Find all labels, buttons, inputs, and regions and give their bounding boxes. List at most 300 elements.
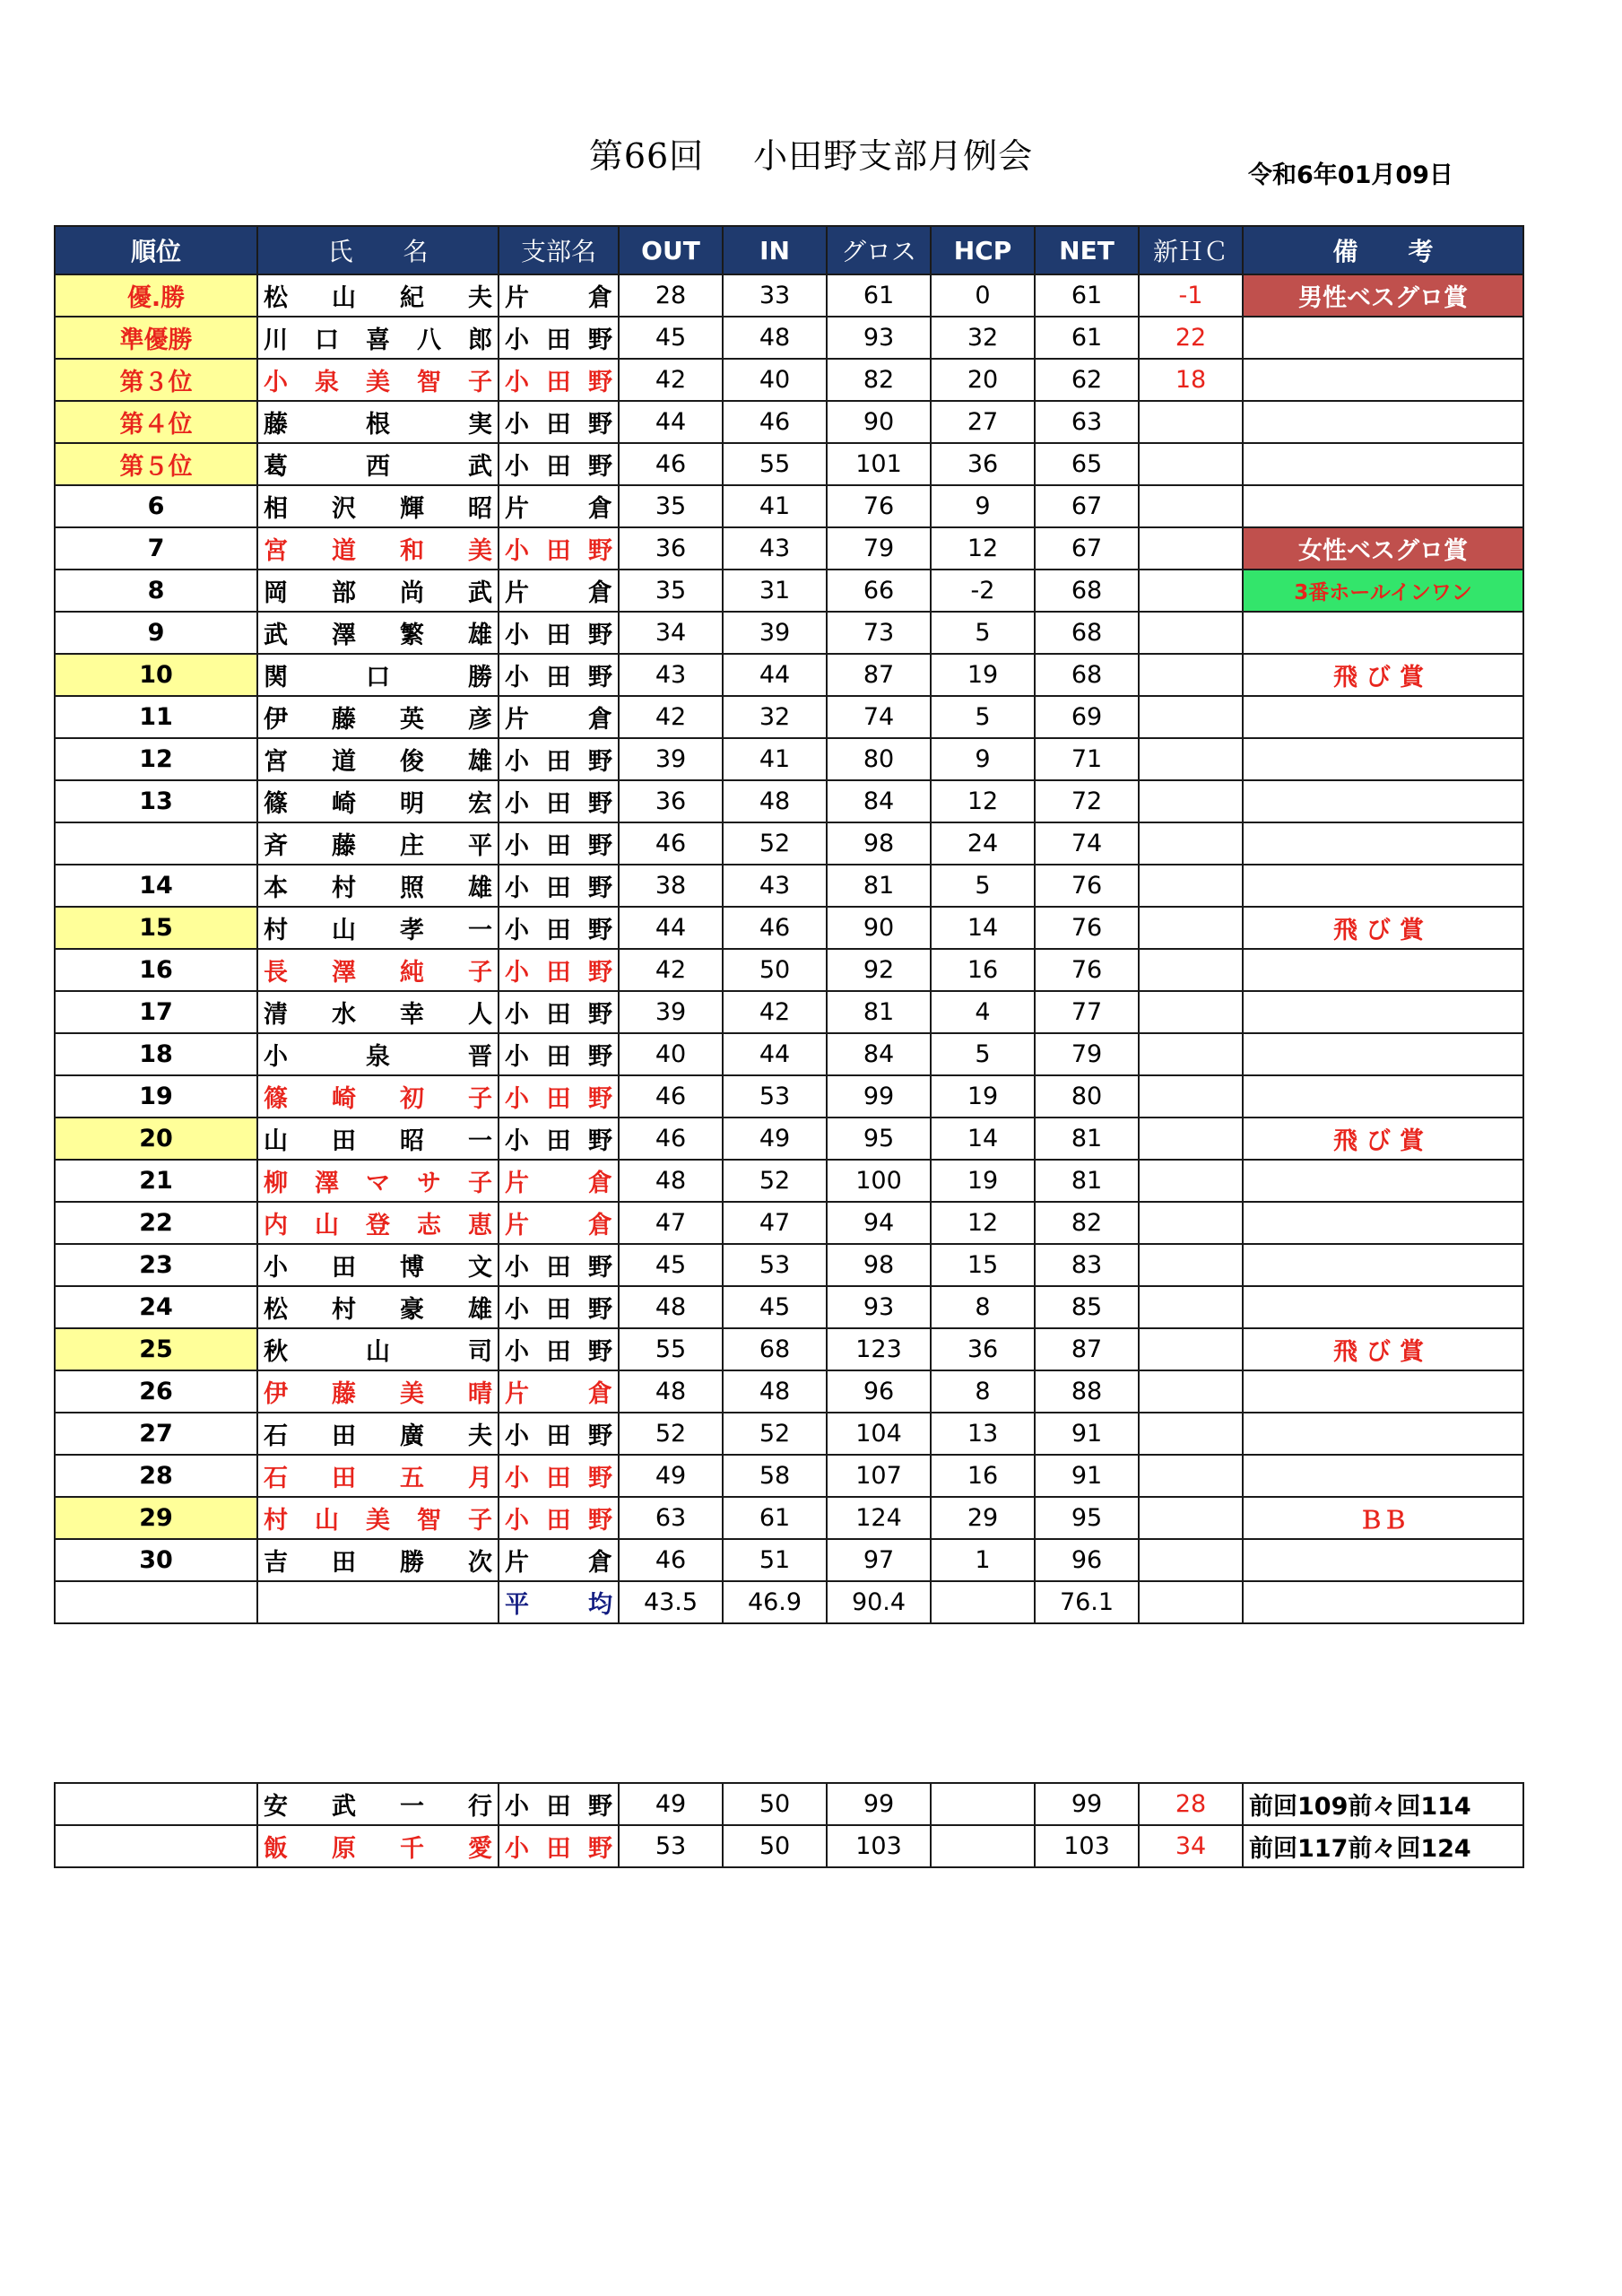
net-score: 68 bbox=[1035, 570, 1139, 612]
branch-name bbox=[499, 317, 619, 359]
column-header-net: NET bbox=[1035, 226, 1139, 274]
out-score: 36 bbox=[619, 780, 723, 822]
remark-cell bbox=[1243, 401, 1523, 443]
table-row bbox=[55, 1497, 1523, 1539]
hcp-score: 27 bbox=[931, 401, 1035, 443]
branch-name bbox=[499, 738, 619, 780]
column-header-out: OUT bbox=[619, 226, 723, 274]
new-hc bbox=[1139, 696, 1243, 738]
player-name bbox=[257, 1328, 499, 1370]
gross-score: 103 bbox=[827, 1825, 931, 1867]
hcp-score: 5 bbox=[931, 1033, 1035, 1075]
table-row bbox=[55, 654, 1523, 696]
average-label-text: 平 均 bbox=[505, 1591, 612, 1619]
branch-name-text: 小 田 野 bbox=[505, 537, 612, 565]
new-hc bbox=[1139, 1413, 1243, 1455]
column-header-hcp: HCP bbox=[931, 226, 1035, 274]
player-name bbox=[257, 485, 499, 527]
net-score: 61 bbox=[1035, 274, 1139, 317]
branch-name bbox=[499, 780, 619, 822]
branch-name-text: 小 田 野 bbox=[505, 1465, 612, 1492]
out-score: 49 bbox=[619, 1455, 723, 1497]
branch-name bbox=[499, 527, 619, 570]
branch-name bbox=[499, 443, 619, 485]
player-name-text: 岡 部 尚 武 bbox=[264, 579, 492, 607]
rank-cell-text: 第３位 bbox=[119, 369, 193, 396]
player-name bbox=[257, 401, 499, 443]
guest-table bbox=[54, 1782, 1524, 1868]
remark-cell bbox=[1243, 1286, 1523, 1328]
rank-cell: 12 bbox=[55, 738, 257, 780]
rank-cell: 24 bbox=[55, 1286, 257, 1328]
net-score: 71 bbox=[1035, 738, 1139, 780]
player-name bbox=[257, 1033, 499, 1075]
branch-name-text: 片 倉 bbox=[505, 1380, 612, 1408]
player-name-text: 小 泉 晋 bbox=[264, 1043, 492, 1071]
remark-cell bbox=[1243, 1370, 1523, 1413]
out-score: 39 bbox=[619, 991, 723, 1033]
remark-cell: 飛び賞 bbox=[1243, 654, 1523, 696]
hcp-score: 4 bbox=[931, 991, 1035, 1033]
net-score: 87 bbox=[1035, 1328, 1139, 1370]
rank-cell bbox=[55, 1825, 257, 1867]
out-score: 47 bbox=[619, 1202, 723, 1244]
in-score: 46 bbox=[723, 907, 827, 949]
rank-cell bbox=[55, 401, 257, 443]
new-hc: 22 bbox=[1139, 317, 1243, 359]
branch-name bbox=[499, 401, 619, 443]
player-name-text: 清 水 幸 人 bbox=[264, 1001, 492, 1029]
remark-cell bbox=[1243, 865, 1523, 907]
rank-cell: 7 bbox=[55, 527, 257, 570]
column-header-in: IN bbox=[723, 226, 827, 274]
table-row bbox=[55, 485, 1523, 527]
rank-cell: 28 bbox=[55, 1455, 257, 1497]
player-name bbox=[257, 1825, 499, 1867]
branch-name-text: 片 倉 bbox=[505, 284, 612, 312]
player-name-text: 篠 崎 初 子 bbox=[264, 1085, 492, 1113]
player-name-text: 斉 藤 庄 平 bbox=[264, 832, 492, 860]
out-score: 63 bbox=[619, 1497, 723, 1539]
branch-name-text: 片 倉 bbox=[505, 706, 612, 734]
in-score: 52 bbox=[723, 1160, 827, 1202]
rank-cell: 9 bbox=[55, 612, 257, 654]
in-score: 52 bbox=[723, 822, 827, 865]
gross-score: 93 bbox=[827, 317, 931, 359]
table-row bbox=[55, 1075, 1523, 1118]
table-row bbox=[55, 1160, 1523, 1202]
in-score: 44 bbox=[723, 1033, 827, 1075]
new-hc: 28 bbox=[1139, 1783, 1243, 1825]
net-score: 91 bbox=[1035, 1455, 1139, 1497]
rank-cell-text: 第５位 bbox=[119, 453, 193, 481]
branch-name bbox=[499, 485, 619, 527]
remark-cell bbox=[1243, 1075, 1523, 1118]
rank-cell: 26 bbox=[55, 1370, 257, 1413]
hcp-score: 5 bbox=[931, 696, 1035, 738]
player-name-text: 伊 藤 美 晴 bbox=[264, 1380, 492, 1408]
branch-name bbox=[499, 907, 619, 949]
branch-name bbox=[499, 822, 619, 865]
player-name bbox=[257, 317, 499, 359]
net-score: 68 bbox=[1035, 654, 1139, 696]
remark-cell bbox=[1243, 1413, 1523, 1455]
player-name-text: 篠 崎 明 宏 bbox=[264, 790, 492, 818]
player-name bbox=[257, 907, 499, 949]
player-name-text: 吉 田 勝 次 bbox=[264, 1549, 492, 1577]
hcp-score: 15 bbox=[931, 1244, 1035, 1286]
new-hc bbox=[1139, 1075, 1243, 1118]
remark-cell: 飛び賞 bbox=[1243, 907, 1523, 949]
player-name-text: 石 田 廣 夫 bbox=[264, 1422, 492, 1450]
player-name bbox=[257, 1202, 499, 1244]
table-row bbox=[55, 443, 1523, 485]
new-hc bbox=[1139, 1497, 1243, 1539]
out-score: 42 bbox=[619, 359, 723, 401]
rank-cell bbox=[55, 274, 257, 317]
in-score: 49 bbox=[723, 1118, 827, 1160]
gross-score: 95 bbox=[827, 1118, 931, 1160]
hcp-score bbox=[931, 1783, 1035, 1825]
in-score: 46 bbox=[723, 401, 827, 443]
in-score: 48 bbox=[723, 317, 827, 359]
in-score: 55 bbox=[723, 443, 827, 485]
hcp-score: 12 bbox=[931, 1202, 1035, 1244]
rank-cell bbox=[55, 822, 257, 865]
remark-cell bbox=[1243, 949, 1523, 991]
table-row bbox=[55, 865, 1523, 907]
net-score: 76 bbox=[1035, 865, 1139, 907]
out-score: 43 bbox=[619, 654, 723, 696]
out-score: 48 bbox=[619, 1370, 723, 1413]
player-name bbox=[257, 1160, 499, 1202]
remark-cell bbox=[1243, 317, 1523, 359]
rank-cell-text: 第４位 bbox=[119, 411, 193, 439]
branch-name-text: 小 田 野 bbox=[505, 832, 612, 860]
new-hc bbox=[1139, 1370, 1243, 1413]
branch-name bbox=[499, 865, 619, 907]
net-score: 79 bbox=[1035, 1033, 1139, 1075]
gross-score: 96 bbox=[827, 1370, 931, 1413]
branch-name bbox=[499, 1825, 619, 1867]
out-score: 55 bbox=[619, 1328, 723, 1370]
net-score: 96 bbox=[1035, 1539, 1139, 1581]
player-name bbox=[257, 359, 499, 401]
hcp-score: 16 bbox=[931, 949, 1035, 991]
new-hc bbox=[1139, 822, 1243, 865]
net-score: 65 bbox=[1035, 443, 1139, 485]
new-hc bbox=[1139, 865, 1243, 907]
player-name-text: 川 口 喜 八 郎 bbox=[264, 326, 492, 354]
new-hc bbox=[1139, 780, 1243, 822]
in-score: 50 bbox=[723, 1783, 827, 1825]
new-hc bbox=[1139, 907, 1243, 949]
gross-score: 107 bbox=[827, 1455, 931, 1497]
out-score: 38 bbox=[619, 865, 723, 907]
player-name-text: 藤 根 実 bbox=[264, 411, 492, 439]
player-name bbox=[257, 1118, 499, 1160]
gross-score: 123 bbox=[827, 1328, 931, 1370]
branch-name-text: 片 倉 bbox=[505, 1212, 612, 1239]
out-score: 44 bbox=[619, 401, 723, 443]
in-score: 41 bbox=[723, 738, 827, 780]
table-row bbox=[55, 907, 1523, 949]
player-name-text: 秋 山 司 bbox=[264, 1338, 492, 1366]
hcp-score: 9 bbox=[931, 485, 1035, 527]
player-name bbox=[257, 654, 499, 696]
rank-cell: 17 bbox=[55, 991, 257, 1033]
hcp-score: 19 bbox=[931, 1160, 1035, 1202]
new-hc bbox=[1139, 1244, 1243, 1286]
remark-cell: ＢＢ bbox=[1243, 1497, 1523, 1539]
gross-score: 79 bbox=[827, 527, 931, 570]
guest-row bbox=[55, 1825, 1523, 1867]
net-score: 74 bbox=[1035, 822, 1139, 865]
hcp-score: 29 bbox=[931, 1497, 1035, 1539]
hcp-score: 36 bbox=[931, 443, 1035, 485]
gross-score: 99 bbox=[827, 1075, 931, 1118]
in-score: 31 bbox=[723, 570, 827, 612]
table-row bbox=[55, 1118, 1523, 1160]
column-header-remarks: 備 考 bbox=[1243, 226, 1523, 274]
player-name bbox=[257, 696, 499, 738]
in-score: 40 bbox=[723, 359, 827, 401]
remark-cell bbox=[1243, 612, 1523, 654]
player-name bbox=[257, 1581, 499, 1623]
in-score: 33 bbox=[723, 274, 827, 317]
rank-cell-text: 優.勝 bbox=[126, 284, 186, 312]
player-name-text: 飯 原 千 愛 bbox=[264, 1835, 492, 1863]
hcp-score: 9 bbox=[931, 738, 1035, 780]
hcp-score: 0 bbox=[931, 274, 1035, 317]
remark-cell: 3番ホールインワン bbox=[1243, 570, 1523, 612]
new-hc bbox=[1139, 1033, 1243, 1075]
net-score: 81 bbox=[1035, 1160, 1139, 1202]
hcp-score: 8 bbox=[931, 1286, 1035, 1328]
hcp-score: 12 bbox=[931, 780, 1035, 822]
branch-name-text: 小 田 野 bbox=[505, 1422, 612, 1450]
in-score: 52 bbox=[723, 1413, 827, 1455]
branch-name-text: 小 田 野 bbox=[505, 326, 612, 354]
player-name-text: 安 武 一 行 bbox=[264, 1793, 492, 1821]
branch-name-text: 片 倉 bbox=[505, 1170, 612, 1197]
branch-name bbox=[499, 1075, 619, 1118]
player-name bbox=[257, 527, 499, 570]
branch-name bbox=[499, 1328, 619, 1370]
gross-score: 80 bbox=[827, 738, 931, 780]
in-score: 41 bbox=[723, 485, 827, 527]
in-score: 68 bbox=[723, 1328, 827, 1370]
hcp-score bbox=[931, 1581, 1035, 1623]
rank-cell bbox=[55, 443, 257, 485]
net-score: 68 bbox=[1035, 612, 1139, 654]
net-score: 81 bbox=[1035, 1118, 1139, 1160]
branch-name-text: 小 田 野 bbox=[505, 917, 612, 944]
hcp-score: 36 bbox=[931, 1328, 1035, 1370]
gross-score: 94 bbox=[827, 1202, 931, 1244]
gross-score: 97 bbox=[827, 1539, 931, 1581]
branch-name-text: 小 田 野 bbox=[505, 1793, 612, 1821]
net-average: 76.1 bbox=[1035, 1581, 1139, 1623]
net-score: 80 bbox=[1035, 1075, 1139, 1118]
branch-name-text: 小 田 野 bbox=[505, 1085, 612, 1113]
hcp-score: 24 bbox=[931, 822, 1035, 865]
new-hc bbox=[1139, 991, 1243, 1033]
in-average: 46.9 bbox=[723, 1581, 827, 1623]
out-score: 48 bbox=[619, 1160, 723, 1202]
in-score: 42 bbox=[723, 991, 827, 1033]
table-row bbox=[55, 1244, 1523, 1286]
in-score: 58 bbox=[723, 1455, 827, 1497]
table-row bbox=[55, 1455, 1523, 1497]
new-hc bbox=[1139, 570, 1243, 612]
hcp-score: 20 bbox=[931, 359, 1035, 401]
player-name bbox=[257, 1370, 499, 1413]
out-score: 48 bbox=[619, 1286, 723, 1328]
table-row bbox=[55, 822, 1523, 865]
new-hc bbox=[1139, 1539, 1243, 1581]
in-score: 48 bbox=[723, 780, 827, 822]
gross-score: 76 bbox=[827, 485, 931, 527]
branch-name bbox=[499, 949, 619, 991]
player-name-text: 宮 道 和 美 bbox=[264, 537, 492, 565]
player-name-text: 宮 道 俊 雄 bbox=[264, 748, 492, 776]
player-name-text: 村 山 孝 一 bbox=[264, 917, 492, 944]
out-score: 46 bbox=[619, 822, 723, 865]
out-score: 46 bbox=[619, 1539, 723, 1581]
gross-score: 104 bbox=[827, 1413, 931, 1455]
gross-score: 73 bbox=[827, 612, 931, 654]
rank-cell bbox=[55, 1783, 257, 1825]
table-row bbox=[55, 1286, 1523, 1328]
remark-cell bbox=[1243, 1455, 1523, 1497]
hcp-score: 13 bbox=[931, 1413, 1035, 1455]
player-name-text: 長 澤 純 子 bbox=[264, 959, 492, 987]
branch-name-text: 小 田 野 bbox=[505, 874, 612, 902]
net-score: 83 bbox=[1035, 1244, 1139, 1286]
guest-row bbox=[55, 1783, 1523, 1825]
table-row bbox=[55, 1370, 1523, 1413]
gross-score: 92 bbox=[827, 949, 931, 991]
player-name-text: 関 口 勝 bbox=[264, 664, 492, 691]
out-score: 46 bbox=[619, 1118, 723, 1160]
rank-cell: 16 bbox=[55, 949, 257, 991]
gross-score: 61 bbox=[827, 274, 931, 317]
branch-name bbox=[499, 1202, 619, 1244]
branch-name bbox=[499, 1783, 619, 1825]
player-name-text: 柳 澤 マ サ 子 bbox=[264, 1170, 492, 1197]
gross-score: 81 bbox=[827, 865, 931, 907]
rank-cell: 15 bbox=[55, 907, 257, 949]
out-average: 43.5 bbox=[619, 1581, 723, 1623]
remark-cell: 女性ベスグロ賞 bbox=[1243, 527, 1523, 570]
player-name-text: 小 泉 美 智 子 bbox=[264, 369, 492, 396]
branch-name bbox=[499, 1286, 619, 1328]
net-score: 82 bbox=[1035, 1202, 1139, 1244]
new-hc bbox=[1139, 949, 1243, 991]
hcp-score: -2 bbox=[931, 570, 1035, 612]
branch-name-text: 小 田 野 bbox=[505, 453, 612, 481]
hcp-score: 12 bbox=[931, 527, 1035, 570]
branch-name-text: 小 田 野 bbox=[505, 411, 612, 439]
table-row bbox=[55, 1033, 1523, 1075]
new-hc bbox=[1139, 1455, 1243, 1497]
new-hc bbox=[1139, 485, 1243, 527]
net-score: 88 bbox=[1035, 1370, 1139, 1413]
gross-score: 100 bbox=[827, 1160, 931, 1202]
table-row bbox=[55, 612, 1523, 654]
branch-name-text: 小 田 野 bbox=[505, 1507, 612, 1535]
branch-name-text: 小 田 野 bbox=[505, 664, 612, 691]
table-row bbox=[55, 780, 1523, 822]
net-score: 103 bbox=[1035, 1825, 1139, 1867]
remark-cell bbox=[1243, 1581, 1523, 1623]
in-score: 43 bbox=[723, 527, 827, 570]
table-row bbox=[55, 274, 1523, 317]
rank-cell: 29 bbox=[55, 1497, 257, 1539]
rank-cell bbox=[55, 359, 257, 401]
in-score: 39 bbox=[723, 612, 827, 654]
new-hc bbox=[1139, 1202, 1243, 1244]
player-name bbox=[257, 443, 499, 485]
branch-name bbox=[499, 1539, 619, 1581]
in-score: 48 bbox=[723, 1370, 827, 1413]
rank-cell: 20 bbox=[55, 1118, 257, 1160]
new-hc bbox=[1139, 1581, 1243, 1623]
player-name bbox=[257, 1244, 499, 1286]
table-row bbox=[55, 991, 1523, 1033]
rank-cell: 22 bbox=[55, 1202, 257, 1244]
in-score: 45 bbox=[723, 1286, 827, 1328]
out-score: 39 bbox=[619, 738, 723, 780]
table-row bbox=[55, 696, 1523, 738]
net-score: 85 bbox=[1035, 1286, 1139, 1328]
gross-score: 82 bbox=[827, 359, 931, 401]
remark-cell bbox=[1243, 1539, 1523, 1581]
gross-average: 90.4 bbox=[827, 1581, 931, 1623]
player-name-text: 石 田 五 月 bbox=[264, 1465, 492, 1492]
remark-cell bbox=[1243, 1033, 1523, 1075]
out-score: 36 bbox=[619, 527, 723, 570]
out-score: 28 bbox=[619, 274, 723, 317]
branch-name-text: 小 田 野 bbox=[505, 369, 612, 396]
branch-name bbox=[499, 1244, 619, 1286]
branch-name-text: 小 田 野 bbox=[505, 1127, 612, 1155]
remark-cell bbox=[1243, 1202, 1523, 1244]
net-score: 69 bbox=[1035, 696, 1139, 738]
results-table bbox=[54, 225, 1524, 1624]
out-score: 40 bbox=[619, 1033, 723, 1075]
column-header-new-hc: 新ＨＣ bbox=[1139, 226, 1243, 274]
table-row bbox=[55, 317, 1523, 359]
gross-score: 90 bbox=[827, 401, 931, 443]
table-row bbox=[55, 359, 1523, 401]
player-name-text: 松 山 紀 夫 bbox=[264, 284, 492, 312]
in-score: 61 bbox=[723, 1497, 827, 1539]
new-hc bbox=[1139, 443, 1243, 485]
branch-name bbox=[499, 1413, 619, 1455]
new-hc bbox=[1139, 1160, 1243, 1202]
net-score: 63 bbox=[1035, 401, 1139, 443]
net-score: 91 bbox=[1035, 1413, 1139, 1455]
page-title: 第66回 小田野支部月例会 bbox=[588, 136, 1034, 176]
branch-name bbox=[499, 1455, 619, 1497]
new-hc bbox=[1139, 1118, 1243, 1160]
in-score: 53 bbox=[723, 1244, 827, 1286]
rank-cell: 14 bbox=[55, 865, 257, 907]
rank-cell: 6 bbox=[55, 485, 257, 527]
table-row bbox=[55, 1328, 1523, 1370]
